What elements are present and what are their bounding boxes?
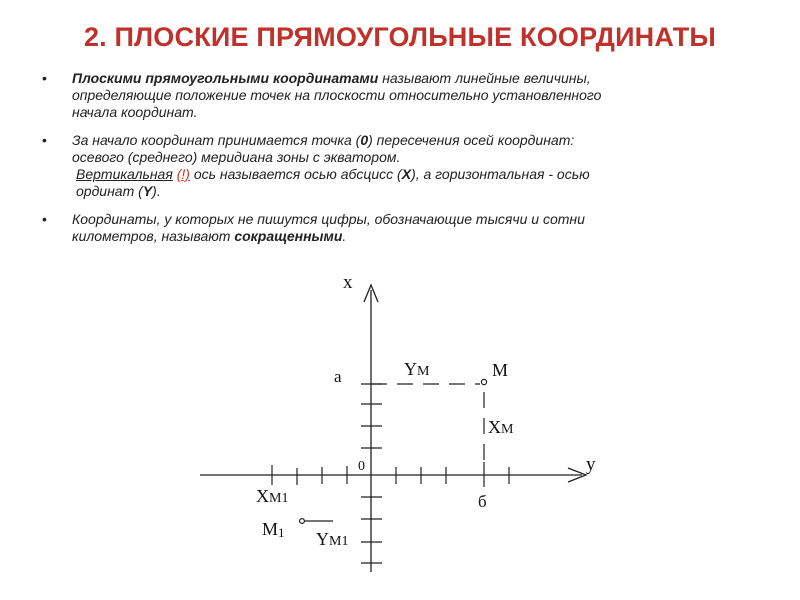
m1-main: M — [262, 519, 279, 539]
bullet-marker: • — [42, 70, 47, 86]
text-span: километров, называют — [72, 228, 235, 244]
tick-marks — [272, 384, 509, 563]
text-span: За начало координат принимается точка ( — [72, 132, 361, 148]
text-span: называют линейные величины, — [378, 70, 591, 86]
ym1-sub: M1 — [329, 534, 349, 549]
text-span: ), а горизонтальная - осью — [411, 166, 590, 182]
x-axis-arrow — [364, 285, 378, 302]
list-item — [38, 70, 758, 121]
xm-sub: M — [501, 422, 514, 437]
ym-sub: M — [417, 364, 430, 379]
text-line — [72, 228, 758, 245]
bold-term: сокращенными — [234, 228, 343, 244]
xm1-sub: M1 — [269, 491, 289, 506]
underlined-term: Вертикальная — [76, 166, 173, 182]
bold-term: Плоскими прямоугольными координатами — [72, 70, 379, 86]
xm1-label — [256, 486, 288, 506]
text-line: Координаты, у которых не пишутся цифры, обозначающие тысячи и сотни — [72, 211, 585, 227]
list-item — [38, 211, 758, 245]
ym-label — [404, 359, 430, 379]
xm-label — [488, 417, 514, 437]
text-line: определяющие положение точек на плоскости относительно установленного — [72, 87, 602, 103]
x-axis-label: x — [343, 272, 353, 293]
text-span: ординат ( — [76, 183, 143, 199]
xm1-main: X — [256, 486, 269, 506]
label-b: б — [478, 492, 487, 511]
point-m-marker — [481, 379, 486, 384]
y-axis-arrow — [568, 468, 586, 482]
ym1-main: Y — [316, 529, 329, 549]
text-line — [72, 132, 758, 149]
y-axis-label: y — [586, 454, 596, 475]
bold-term: Y — [142, 183, 153, 199]
ym1-label — [316, 529, 348, 549]
text-line — [76, 183, 758, 200]
text-line: начала координат. — [72, 104, 198, 120]
xm-main: X — [488, 417, 501, 437]
projection-lines — [371, 384, 484, 470]
bold-term: Х — [401, 166, 412, 182]
bullet-marker: • — [42, 211, 47, 227]
attention-mark: (!) — [176, 166, 190, 182]
origin-label: 0 — [358, 459, 365, 474]
text-span: . — [342, 228, 347, 244]
text-span: ). — [152, 183, 161, 199]
text-line — [76, 166, 758, 183]
list-item — [38, 132, 758, 200]
m1-label — [262, 519, 285, 540]
point-m1-marker — [300, 519, 305, 524]
bullet-marker: • — [42, 132, 47, 148]
m1-sub: 1 — [278, 525, 285, 540]
text-line — [72, 70, 758, 87]
page-title: 2. ПЛОСКИЕ ПРЯМОУГОЛЬНЫЕ КООРДИНАТЫ — [83, 22, 717, 52]
bold-term: 0 — [360, 132, 369, 148]
text-line: осевого (среднего) меридиана зоны с экватором. — [72, 149, 401, 165]
text-span: ось называется осью абсцисс ( — [189, 166, 402, 182]
point-m-label: M — [492, 360, 509, 380]
text-span: ) пересечения осей координат: — [368, 132, 575, 148]
label-a: а — [334, 367, 342, 386]
ym-main: Y — [404, 359, 417, 379]
axes — [200, 285, 586, 572]
bullet-list — [38, 70, 758, 256]
